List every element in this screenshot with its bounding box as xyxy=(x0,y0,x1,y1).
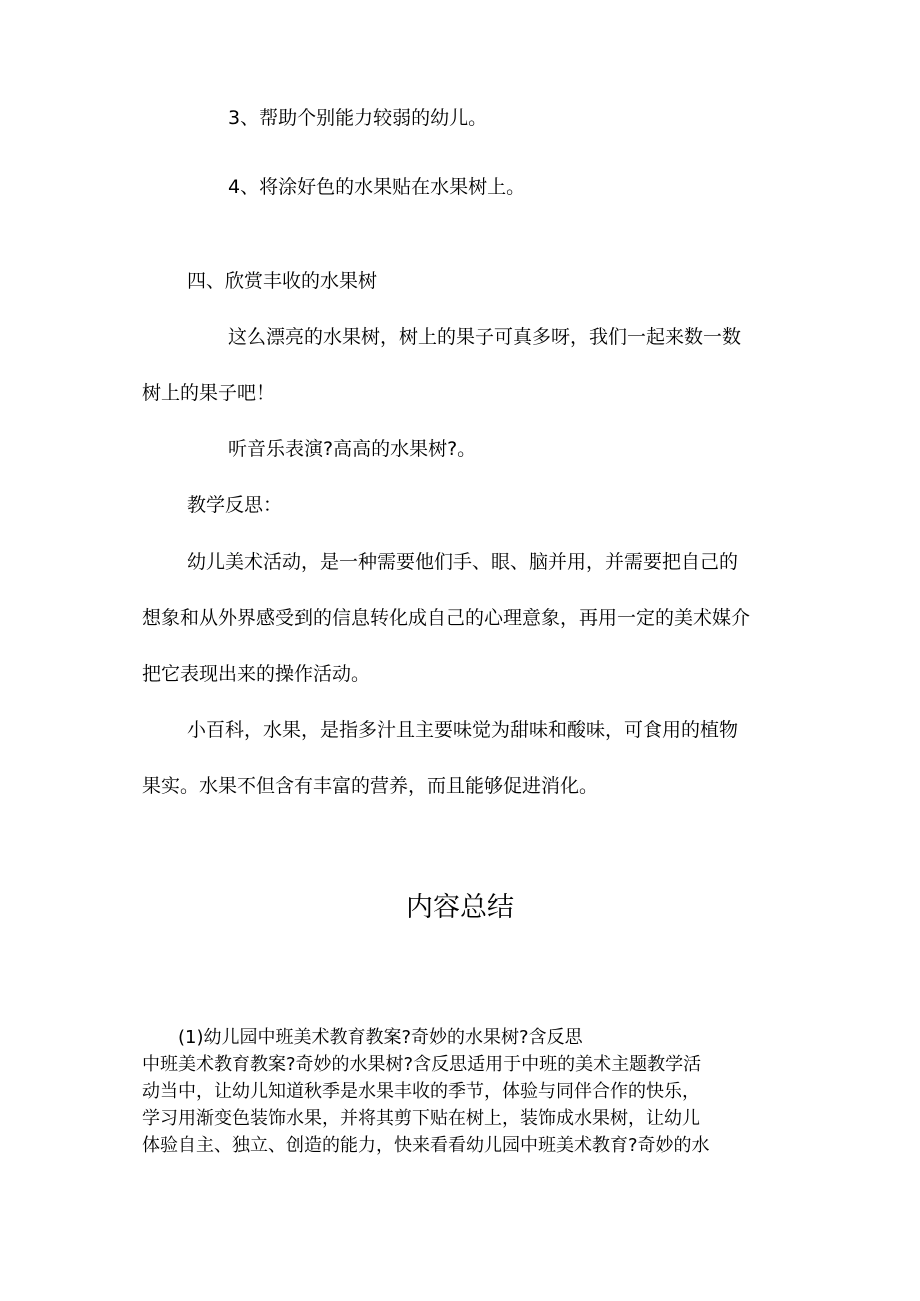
encyclopedia-line-2: 果实。水果不但含有丰富的营养，而且能够促进消化。 xyxy=(142,775,599,797)
paragraph-1-line-2: 树上的果子吧！ xyxy=(142,382,276,404)
summary-line-1: (1)幼儿园中班美术教育教案?奇妙的水果树?含反思 xyxy=(178,1027,583,1048)
encyclopedia-line-1: 小百科，水果，是指多汁且主要味觉为甜味和酸味，可食用的植物 xyxy=(187,719,739,741)
summary-line-3: 动当中，让幼儿知道秋季是水果丰收的季节，体验与同伴合作的快乐， xyxy=(142,1081,700,1102)
step-4-text: 4、将涂好色的水果贴在水果树上。 xyxy=(228,176,526,198)
reflection-line-3: 把它表现出来的操作活动。 xyxy=(142,663,371,685)
summary-line-4: 学习用渐变色装饰水果，并将其剪下贴在树上，装饰成水果树，让幼儿 xyxy=(142,1108,700,1129)
section-4-heading: 四、欣赏丰收的水果树 xyxy=(187,270,378,292)
summary-line-2: 中班美术教育教案?奇妙的水果树?含反思适用于中班的美术主题教学活 xyxy=(142,1054,702,1075)
paragraph-2: 听音乐表演?高高的水果树?。 xyxy=(228,438,477,460)
summary-line-5: 体验自主、独立、创造的能力，快来看看幼儿园中班美术教育?奇妙的水 xyxy=(142,1135,710,1156)
reflection-line-1: 幼儿美术活动，是一种需要他们手、眼、脑并用，并需要把自己的 xyxy=(187,551,739,573)
summary-title: 内容总结 xyxy=(406,892,514,923)
paragraph-1-line-1: 这么漂亮的水果树，树上的果子可真多呀，我们一起来数一数 xyxy=(228,326,742,348)
reflection-line-2: 想象和从外界感受到的信息转化成自己的心理意象，再用一定的美术媒介 xyxy=(142,607,751,629)
step-3-text: 3、帮助个别能力较弱的幼儿。 xyxy=(228,107,488,129)
reflection-heading: 教学反思： xyxy=(187,494,283,516)
